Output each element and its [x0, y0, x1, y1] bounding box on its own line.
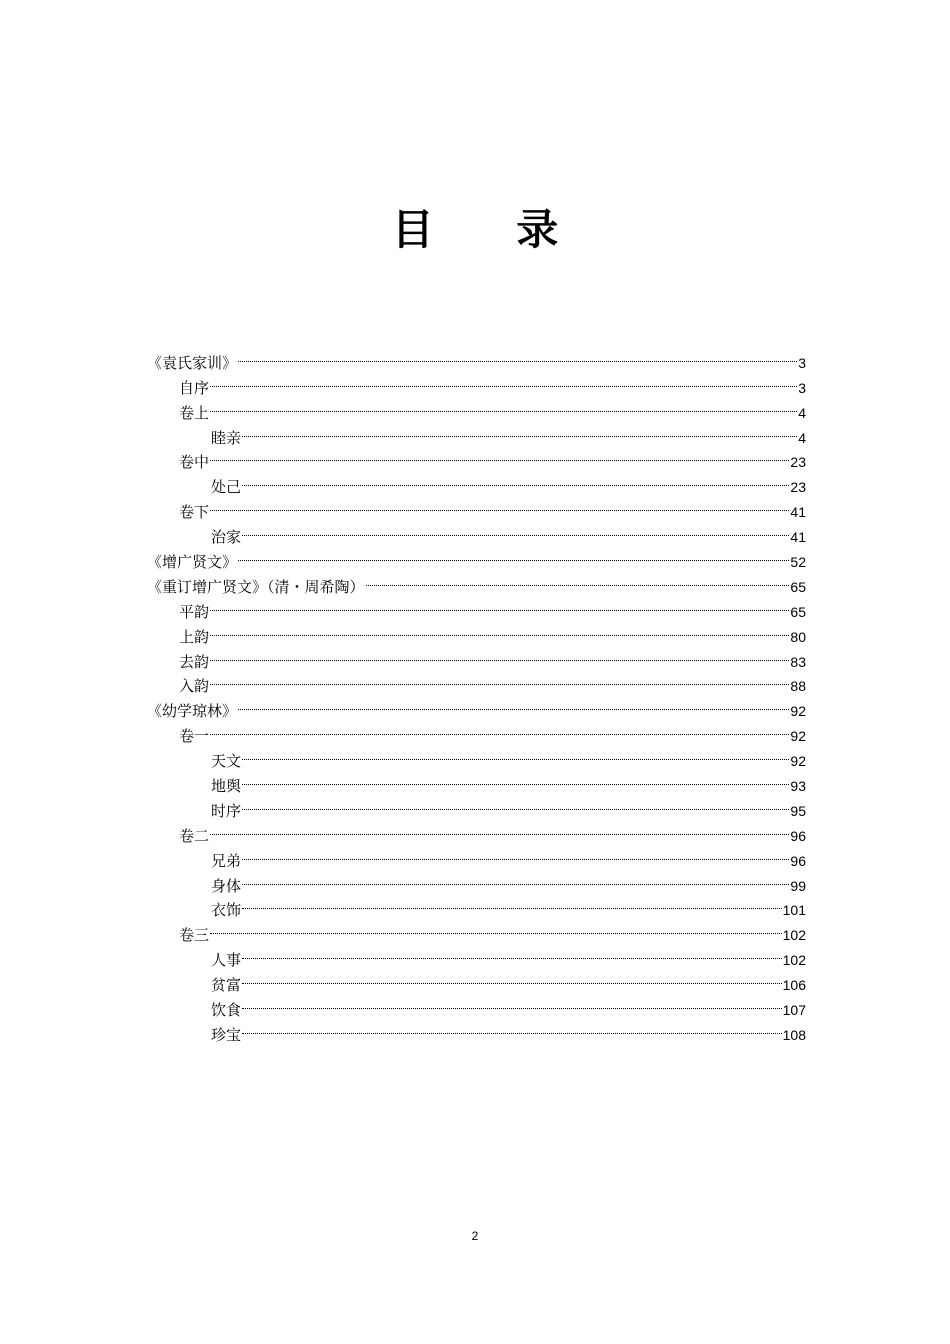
- toc-entry[interactable]: [147, 1015, 806, 1044]
- toc-entry-page: 41: [790, 529, 806, 546]
- toc-entry-page: 83: [790, 653, 806, 670]
- toc-entry[interactable]: [147, 642, 806, 671]
- toc-entry[interactable]: [147, 990, 806, 1020]
- toc-entry-page: 107: [782, 1002, 806, 1019]
- toc-entry[interactable]: [147, 691, 806, 721]
- toc-dot-leader: [242, 517, 789, 542]
- toc-dot-leader: [238, 542, 789, 567]
- toc-entry-page: 88: [790, 678, 806, 695]
- toc-entry[interactable]: [147, 343, 806, 372]
- toc-entry-page: 80: [790, 628, 806, 645]
- toc-entry-label: 上韵: [179, 627, 210, 646]
- toc-dot-leader: [210, 642, 789, 667]
- toc-entry-label: 天文: [211, 752, 242, 771]
- toc-entry-label: 处己: [211, 478, 242, 497]
- page-number: 2: [471, 1229, 479, 1243]
- toc-entry-page: 92: [790, 728, 806, 745]
- toc-dot-leader: [210, 617, 789, 642]
- toc-entry-page: 65: [790, 578, 806, 595]
- toc-dot-leader: [242, 467, 789, 492]
- toc-entry-label: 平韵: [179, 602, 210, 621]
- toc-entry[interactable]: [147, 467, 806, 497]
- toc-entry-page: 23: [790, 479, 806, 496]
- toc-entry-page: 3: [798, 379, 806, 396]
- toc-entry-page: 41: [790, 504, 806, 521]
- toc-entry[interactable]: [147, 940, 806, 970]
- toc-dot-leader: [242, 791, 789, 816]
- toc-entry-page: 99: [790, 877, 806, 894]
- toc-entry-label: 卷上: [179, 403, 210, 422]
- toc-entry-label: 卷二: [179, 826, 210, 845]
- toc-entry[interactable]: [147, 816, 806, 845]
- toc-entry-page: 96: [790, 852, 806, 869]
- toc-entry-page: 101: [782, 902, 806, 919]
- toc-entry[interactable]: [147, 965, 806, 995]
- toc-dot-leader: [210, 915, 782, 940]
- toc-entry-page: 95: [790, 802, 806, 819]
- toc-entry-page: 52: [790, 554, 806, 571]
- toc-dot-leader: [210, 716, 789, 741]
- toc-entry-label: 地舆: [211, 777, 242, 796]
- toc-entry[interactable]: [147, 617, 806, 646]
- toc-entry-page: 102: [782, 927, 806, 944]
- toc-entry[interactable]: [147, 891, 806, 920]
- page-title: 目 录: [391, 205, 593, 254]
- toc-entry-label: 《重订增广贤文》（清・周希陶）: [147, 577, 365, 596]
- toc-entry[interactable]: [147, 393, 806, 422]
- toc-entry[interactable]: [147, 766, 806, 796]
- toc-dot-leader: [242, 841, 789, 866]
- toc-entry[interactable]: [147, 915, 806, 945]
- toc-dot-leader: [242, 766, 789, 791]
- toc-dot-leader: [242, 866, 789, 891]
- toc-entry-page: 65: [790, 603, 806, 620]
- toc-dot-leader: [242, 990, 782, 1015]
- toc-entry-label: 饮食: [211, 1001, 242, 1020]
- toc-entry[interactable]: [147, 567, 806, 596]
- toc-dot-leader: [210, 443, 789, 468]
- toc-entry-label: 《袁氏家训》: [147, 353, 238, 372]
- toc-dot-leader: [242, 891, 782, 916]
- toc-entry[interactable]: [147, 418, 806, 447]
- toc-entry-page: 96: [790, 827, 806, 844]
- toc-entry-label: 《增广贤文》: [147, 553, 238, 572]
- toc-entry-label: 贫富: [211, 976, 242, 995]
- toc-entry-label: 卷中: [179, 453, 210, 472]
- toc-entry-label: 身体: [211, 876, 242, 895]
- toc-entry[interactable]: [147, 716, 806, 746]
- toc-entry-label: 治家: [211, 528, 242, 547]
- toc-dot-leader: [210, 816, 789, 841]
- toc-entry[interactable]: [147, 866, 806, 895]
- toc-dot-leader: [210, 393, 797, 418]
- toc-entry-page: 3: [798, 354, 806, 371]
- toc-entry-page: 108: [782, 1026, 806, 1043]
- toc-entry-label: 自序: [179, 378, 210, 397]
- toc-entry[interactable]: [147, 791, 806, 820]
- toc-entry-page: 106: [782, 977, 806, 994]
- toc-dot-leader: [210, 667, 789, 692]
- toc-entry[interactable]: [147, 443, 806, 472]
- toc-entry[interactable]: [147, 517, 806, 547]
- toc-entry-page: 92: [790, 703, 806, 720]
- table-of-contents: [147, 343, 806, 1044]
- toc-entry[interactable]: [147, 741, 806, 771]
- toc-entry[interactable]: [147, 667, 806, 696]
- toc-entry-page: 92: [790, 753, 806, 770]
- toc-entry-label: 珍宝: [211, 1025, 242, 1044]
- toc-entry[interactable]: [147, 841, 806, 870]
- toc-dot-leader: [242, 965, 782, 990]
- toc-entry-label: 卷下: [179, 503, 210, 522]
- toc-dot-leader: [238, 691, 789, 716]
- toc-entry-page: 23: [790, 454, 806, 471]
- toc-entry-label: 衣饰: [211, 901, 242, 920]
- toc-entry-label: 卷一: [179, 727, 210, 746]
- toc-dot-leader: [210, 368, 797, 393]
- toc-dot-leader: [210, 592, 789, 617]
- toc-entry[interactable]: [147, 492, 806, 522]
- toc-entry-label: 入韵: [179, 677, 210, 696]
- toc-entry[interactable]: [147, 368, 806, 397]
- toc-dot-leader: [242, 418, 797, 443]
- toc-dot-leader: [242, 1015, 782, 1040]
- toc-entry-label: 兄弟: [211, 851, 242, 870]
- toc-dot-leader: [242, 741, 789, 766]
- toc-entry-page: 93: [790, 778, 806, 795]
- toc-entry-page: 102: [782, 952, 806, 969]
- toc-entry-label: 人事: [211, 951, 242, 970]
- toc-entry-label: 时序: [211, 801, 242, 820]
- toc-dot-leader: [242, 940, 782, 965]
- toc-dot-leader: [210, 492, 789, 517]
- toc-dot-leader: [238, 343, 797, 368]
- toc-entry-label: 《幼学琼林》: [147, 702, 238, 721]
- toc-entry-page: 4: [798, 429, 806, 446]
- toc-dot-leader: [366, 567, 790, 592]
- toc-entry[interactable]: [147, 542, 806, 572]
- toc-entry-label: 去韵: [179, 652, 210, 671]
- toc-entry-label: 卷三: [179, 926, 210, 945]
- toc-entry-label: 睦亲: [211, 428, 242, 447]
- toc-entry-page: 4: [798, 404, 806, 421]
- toc-entry[interactable]: [147, 592, 806, 621]
